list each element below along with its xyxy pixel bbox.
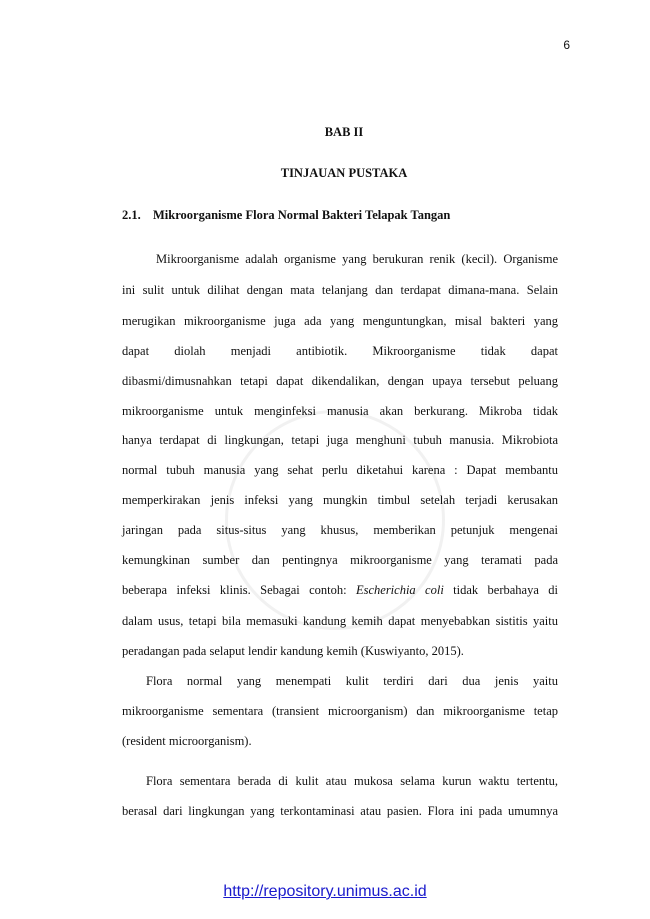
chapter-title: TINJAUAN PUSTAKA (280, 166, 408, 180)
paragraph-line: memperkirakan jenis infeksi yang mungkin timbul setelah terjadi kerusakan (122, 493, 558, 507)
paragraph-line: mikroorganisme sementara (transient microorganism) dan mikroorganisme tetap (122, 704, 558, 718)
section-heading (122, 208, 450, 223)
paragraph-line: berasal dari lingkungan yang terkontaminasi atau pasien. Flora ini pada umumnya (122, 804, 558, 818)
paragraph-line: Flora sementara berada di kulit atau mukosa selama kurun waktu tertentu, (146, 774, 558, 788)
paragraph-line: hanya terdapat di lingkungan, tetapi juga menghuni tubuh manusia. Mikrobiota (122, 433, 558, 447)
paragraph-line: dibasmi/dimusnahkan tetapi dapat dikendalikan, dengan upaya tersebut peluang (122, 374, 558, 388)
section-title: Mikroorganisme Flora Normal Bakteri Telapak Tangan (153, 208, 451, 222)
paragraph-line: mikroorganisme untuk menginfeksi manusia akan berkurang. Mikroba tidak (122, 404, 558, 418)
repository-link[interactable]: http://repository.unimus.ac.id (223, 883, 427, 900)
species-name: Escherichia coli (355, 583, 444, 597)
paragraph-line: (resident microorganism). (122, 734, 252, 748)
paragraph-line: merugikan mikroorganisme juga ada yang menguntungkan, misal bakteri yang (122, 314, 558, 328)
section-number: 2.1. (122, 208, 141, 222)
paragraph-line: normal tubuh manusia yang sehat perlu diketahui karena : Dapat membantu (122, 463, 558, 477)
paragraph-line: peradangan pada selaput lendir kandung kemih (Kuswiyanto, 2015). (122, 644, 464, 658)
paragraph-line: dalam usus, tetapi bila memasuki kandung kemih dapat menyebabkan sistitis yaitu (122, 614, 558, 628)
paragraph-line: kemungkinan sumber dan pentingnya mikroorganisme yang teramati pada (122, 553, 558, 567)
paragraph-line: Flora normal yang menempati kulit terdiri dari dua jenis yaitu (146, 674, 558, 688)
paragraph-line (122, 582, 558, 598)
paragraph-line: ini sulit untuk dilihat dengan mata telanjang dan terdapat dimana-mana. Selain (122, 283, 558, 297)
page-number: 6 (563, 38, 570, 52)
paragraph-line: dapat diolah menjadi antibiotik. Mikroorganisme tidak dapat (122, 344, 558, 358)
paragraph-line: Mikroorganisme adalah organisme yang berukuran renik (kecil). Organisme (156, 252, 558, 266)
chapter-heading: BAB II (324, 125, 364, 139)
example-text-before: beberapa infeksi klinis. Sebagai contoh: (122, 583, 347, 597)
paragraph-line: jaringan pada situs-situs yang khusus, memberikan petunjuk mengenai (122, 523, 558, 537)
example-text-after: tidak berbahaya di (453, 583, 558, 597)
